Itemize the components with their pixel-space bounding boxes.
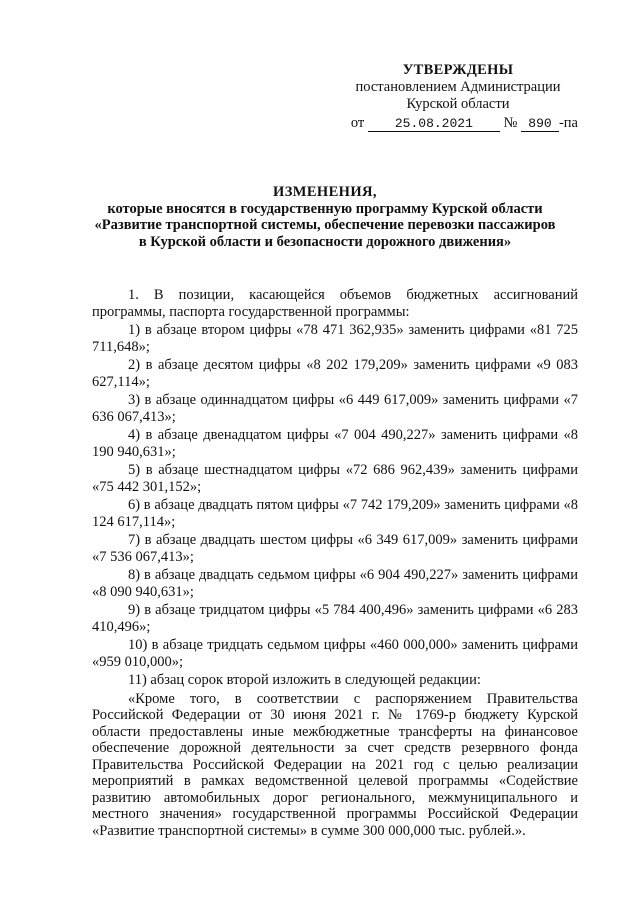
paragraph-item: 2) в абзаце десятом цифры «8 202 179,209» заменить цифрами «9 083 627,114»; <box>92 357 578 390</box>
heading-line-1: которые вносятся в государственную программу Курской области <box>107 200 543 217</box>
approval-title: УТВЕРЖДЕНЫ <box>402 62 514 78</box>
paragraph-item: 8) в абзаце двадцать седьмом цифры «6 904 490,227» заменить цифрами «8 090 940,631»; <box>92 567 578 600</box>
paragraph-item: 9) в абзаце тридцатом цифры «5 784 400,496» заменить цифрами «6 283 410,496»; <box>92 602 578 635</box>
paragraph-item: 1. В позиции, касающейся объемов бюджетных ассигнований программы, паспорта государственной программы: <box>92 287 578 320</box>
paragraph-item: 5) в абзаце шестнадцатом цифры «72 686 962,439» заменить цифрами «75 442 301,152»; <box>92 462 578 495</box>
paragraph-item: 7) в абзаце двадцать шестом цифры «6 349 617,009» заменить цифрами «7 536 067,413»; <box>92 532 578 565</box>
document-heading <box>70 184 580 250</box>
date-prefix: от <box>350 115 365 131</box>
paragraph-item: 10) в абзаце тридцать седьмом цифры «460 000,000» заменить цифрами «959 010,000»; <box>92 637 578 670</box>
approval-date: 25.08.2021 <box>368 117 500 132</box>
approval-number: 890 <box>521 117 559 132</box>
approval-stamp <box>338 62 578 132</box>
approval-line-1: постановлением Администрации <box>355 79 561 95</box>
paragraph-item: 6) в абзаце двадцать пятом цифры «7 742 179,209» заменить цифрами «8 124 617,114»; <box>92 497 578 530</box>
paragraph-item: 11) абзац сорок второй изложить в следующей редакции: <box>128 672 481 688</box>
heading-line-3: в Курской области и безопасности дорожного движения» <box>138 233 512 250</box>
number-suffix: -па <box>558 115 578 131</box>
quoted-paragraph: «Кроме того, в соответствии с распоряжением Правительства Российской Федерации от 30 июня 2021 г. № 1769-р бюджету Курской области предоставлены иные межбюджетные трансферты на финансовое обеспечение дорожной деятельности за счет средств резервного фонда Правительства Российской Федерации на 2021 год с целью реализации мероприятий в рамках ведомственной целевой программы «Содействие развитию автомобильных дорог регионального, межмуниципального и местного значения» государственной программы Российской Федерации «Развитие транспортной системы» в сумме 300 000,000 тыс. рублей.». <box>92 690 578 839</box>
paragraph-item: 3) в абзаце одиннадцатом цифры «6 449 617,009» заменить цифрами «7 636 067,413»; <box>92 392 578 425</box>
heading-line-2: «Развитие транспортной системы, обеспечение перевозки пассажиров <box>94 217 556 233</box>
document-body <box>92 287 578 841</box>
heading-title: ИЗМЕНЕНИЯ, <box>273 184 377 200</box>
paragraph-item: 1) в абзаце втором цифры «78 471 362,935» заменить цифрами «81 725 711,648»; <box>92 322 578 355</box>
approval-date-row <box>338 115 578 132</box>
approval-line-2: Курской области <box>406 96 510 112</box>
number-prefix: № <box>503 115 518 131</box>
paragraph-item: 4) в абзаце двенадцатом цифры «7 004 490,227» заменить цифрами «8 190 940,631»; <box>92 427 578 460</box>
